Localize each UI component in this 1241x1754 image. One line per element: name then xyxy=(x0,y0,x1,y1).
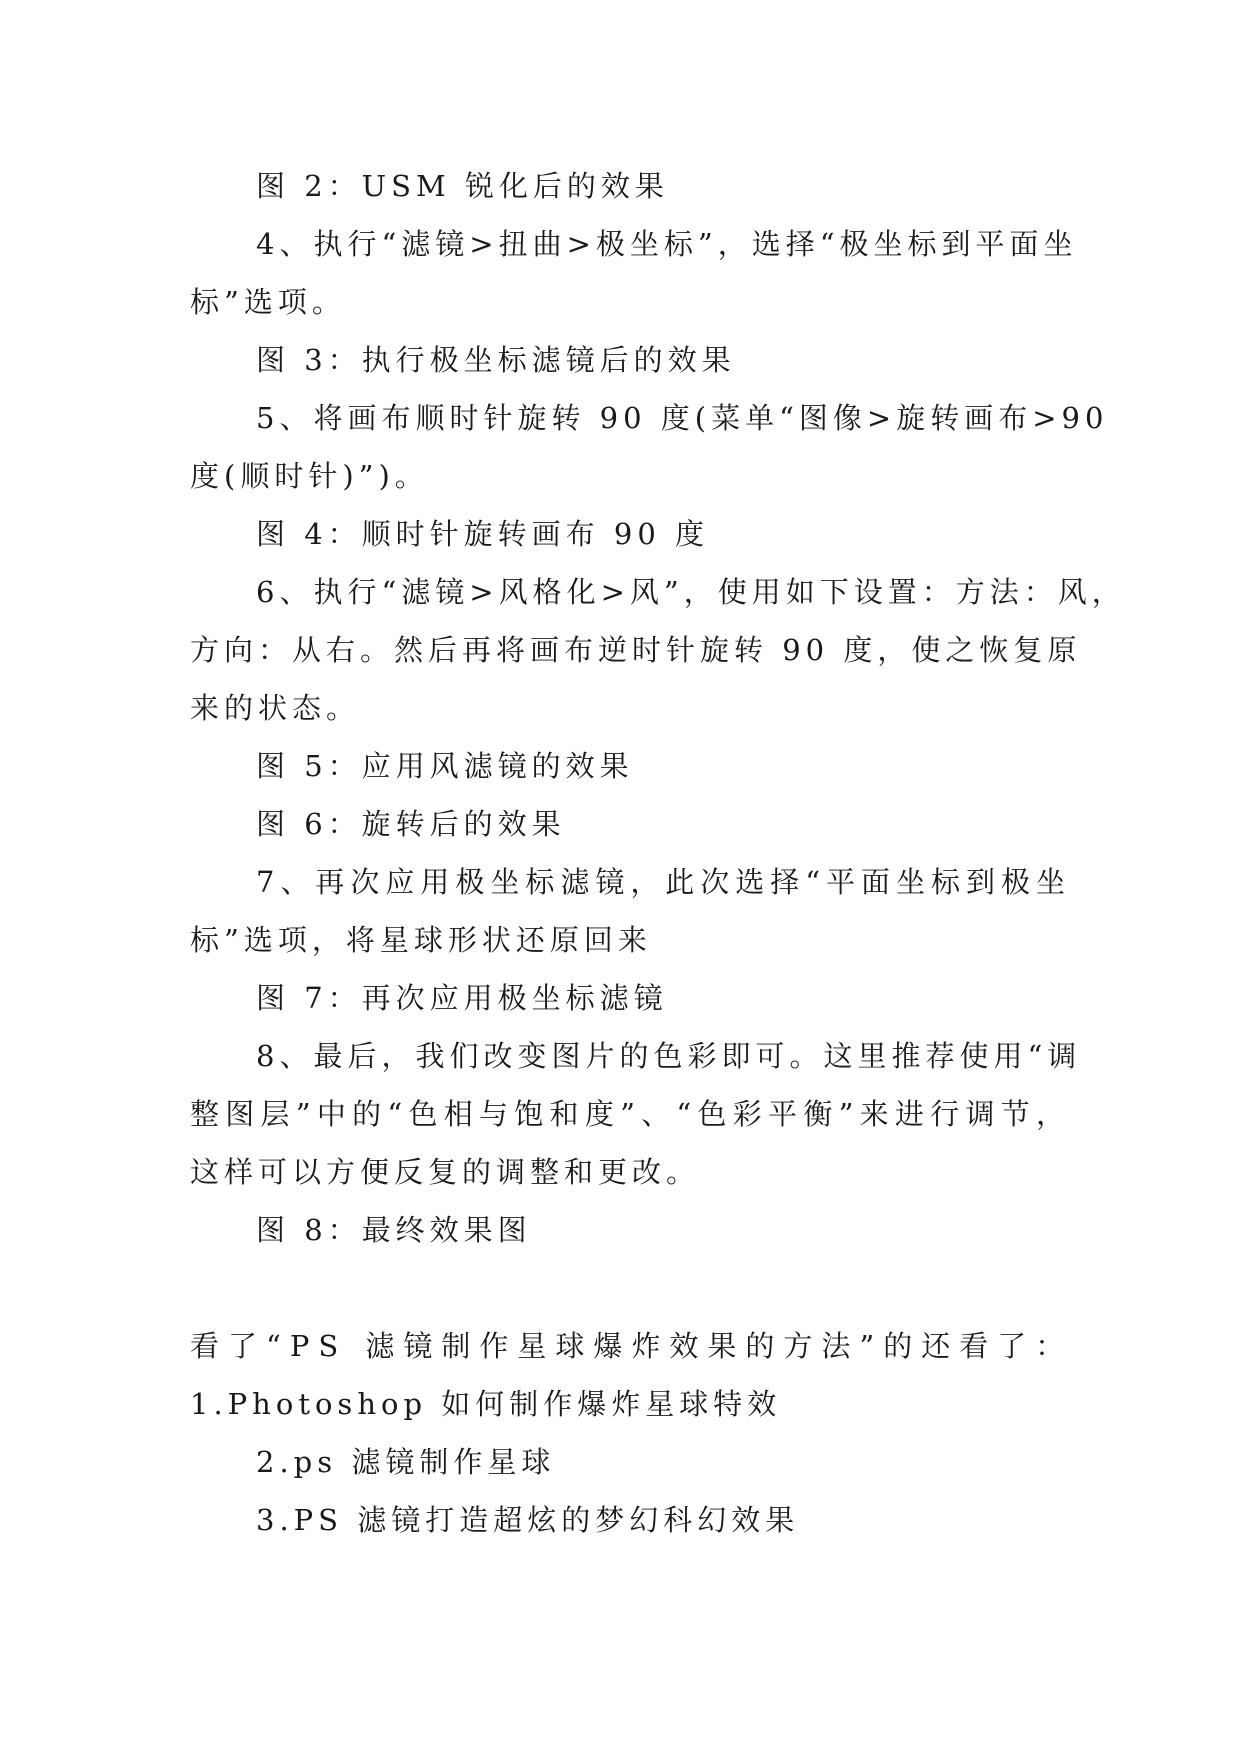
step-paragraph-line: 整图层”中的“色相与饱和度”、“色彩平衡”来进行调节， xyxy=(190,1097,1070,1131)
step-paragraph-line: 度(顺时针)”)。 xyxy=(190,459,429,493)
related-heading: 看了“PS 滤镜制作星球爆炸效果的方法”的还看了： xyxy=(190,1329,1074,1363)
step-paragraph-line: 4、执行“滤镜>扭曲>极坐标”，选择“极坐标到平面坐 xyxy=(256,227,1078,261)
figure-caption: 图 4：顺时针旋转画布 90 度 xyxy=(256,517,710,551)
figure-caption: 图 2：USM 锐化后的效果 xyxy=(256,169,669,203)
figure-caption: 图 8：最终效果图 xyxy=(256,1213,532,1247)
related-link[interactable]: 1.Photoshop 如何制作爆炸星球特效 xyxy=(190,1387,782,1421)
step-paragraph-line: 6、执行“滤镜>风格化>风”，使用如下设置：方法：风， xyxy=(256,575,1126,609)
step-paragraph-line: 标”选项，将星球形状还原回来 xyxy=(190,923,652,957)
figure-caption: 图 5：应用风滤镜的效果 xyxy=(256,749,634,783)
related-link[interactable]: 2.ps 滤镜制作星球 xyxy=(256,1445,556,1479)
step-paragraph-line: 来的状态。 xyxy=(190,691,361,725)
figure-caption: 图 3：执行极坐标滤镜后的效果 xyxy=(256,343,736,377)
step-paragraph-line: 方向：从右。然后再将画布逆时针旋转 90 度，使之恢复原 xyxy=(190,633,1082,667)
step-paragraph-line: 5、将画布顺时针旋转 90 度(菜单“图像>旋转画布>90 xyxy=(256,401,1109,435)
figure-caption: 图 7：再次应用极坐标滤镜 xyxy=(256,981,668,1015)
step-paragraph-line: 这样可以方便反复的调整和更改。 xyxy=(190,1155,701,1189)
step-paragraph-line: 标”选项。 xyxy=(190,285,346,319)
related-link[interactable]: 3.PS 滤镜打造超炫的梦幻科幻效果 xyxy=(256,1503,800,1537)
step-paragraph-line: 7、再次应用极坐标滤镜，此次选择“平面坐标到极坐 xyxy=(256,865,1070,899)
step-paragraph-line: 8、最后，我们改变图片的色彩即可。这里推荐使用“调 xyxy=(256,1039,1082,1073)
figure-caption: 图 6：旋转后的效果 xyxy=(256,807,566,841)
